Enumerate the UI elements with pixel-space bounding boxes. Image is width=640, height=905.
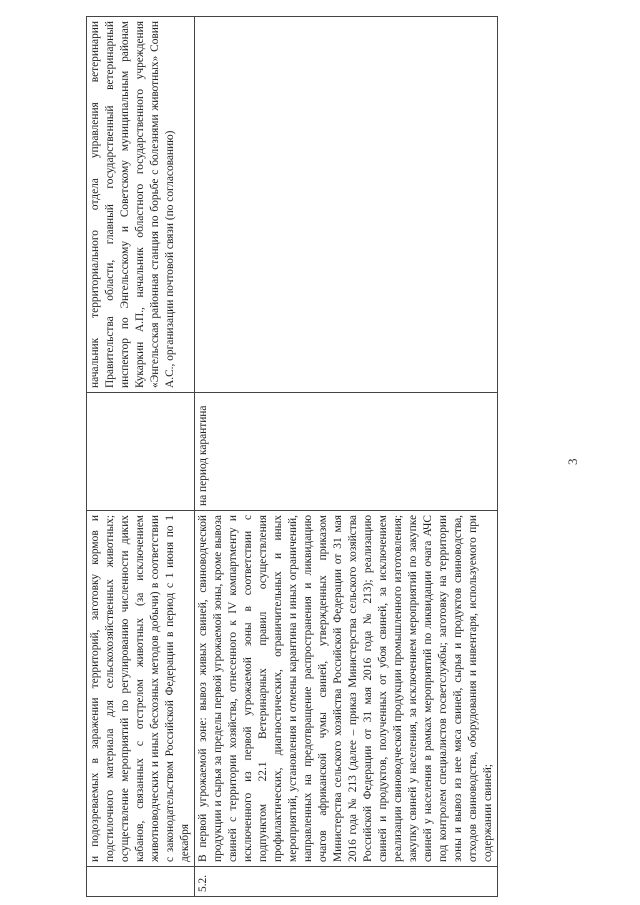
- measure-term: [87, 393, 195, 511]
- row-number: [87, 867, 195, 897]
- table-row: [195, 17, 498, 897]
- row-number: 5.2.: [195, 867, 498, 897]
- measures-table: [86, 16, 498, 897]
- measure-responsible: начальник территориального отдела управления ветеринарии Правительства области, главный государственный ветеринарный инспектор по Энгельсскому и Советскому муниципальным районам Кукаркин А.П., начальник областного государственного учреждения «Энгельсская районная станция по борьбе с болезнями животных» Совин А.С., организации почтовой связи (по согласованию): [87, 17, 195, 393]
- measure-description: В первой угрожаемой зоне: вывоз живых свиней, свиноводческой продукции и сырья за пределы первой угрожаемой зоны, кроме вывоза свиней с территории хозяйства, отнесенного к IV компартменту и исключенного из первой угрожаемой зоны в соответствии с подпунктом 22.1 Ветеринарных правил осуществления профилактических, диагностических, ограничительных и иных мероприятий, установления и отмены карантина и иных ограничений, направленных на предотвращение распространения и ликвидацию очагов африканской чумы свиней, утвержденных приказом Министерства сельского хозяйства Российской Федерации от 31 мая 2016 года № 213 (далее – приказ Министерства сельского хозяйства Российской Федерации от 31 мая 2016 года № 213); реализацию свиней и продуктов, полученных от убоя свиней, за исключением реализации свиноводческой продукции промышленного изготовления; закупку свиней у населения, за исключением мероприятий по закупке свиней у населения в рамках мероприятий по ликвидации очага АЧС под контролем специалистов госветслужбы; заготовку на территории зоны и вывоз из нее мяса свиней, сырья и продуктов свиноводства, отходов свиноводства, оборудования и инвентаря, используемого при содержании свиней;: [195, 511, 498, 867]
- page-number: 3: [565, 458, 580, 465]
- table-row: [87, 17, 195, 897]
- measure-term: на период карантина: [195, 393, 498, 511]
- measure-responsible: [195, 17, 498, 393]
- measure-description: и подозреваемых в заражении территорий, заготовку кормов и подстилочного материала для сельскохозяйственных животных; осуществление мероприятий по регулированию численности диких кабанов, связанных с отстрелом животных (за исключением животноводческих и иных бесхозных методов добычи) в соответствии с законодательством Российской Федерации в период с 1 июня по 1 декабря: [87, 511, 195, 867]
